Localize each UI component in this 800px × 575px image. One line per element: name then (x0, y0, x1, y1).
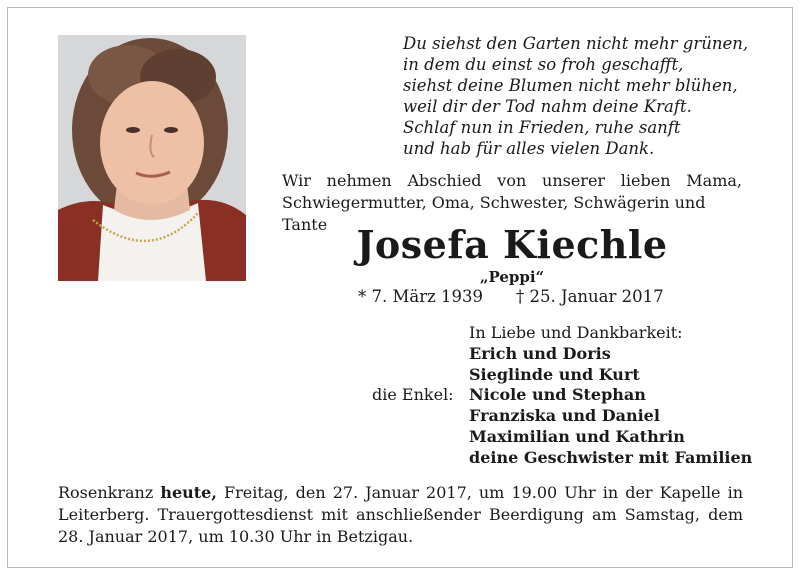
intro-line: Schwiegermutter, Oma, Schwester, Schwägerin und Tante (282, 193, 706, 234)
poem-line: siehst deine Blumen nicht mehr blühen, (403, 76, 738, 95)
poem-line: Schlaf nun in Frieden, ruhe sanft (403, 118, 681, 137)
poem-line: Du siehst den Garten nicht mehr grünen, (403, 34, 749, 53)
mourners-list (469, 323, 752, 469)
mourner-name: Franziska und Daniel (469, 406, 660, 426)
announcement-rest: Freitag, den 27. Januar 2017, um 19.00 Uhr in der Kapelle in (216, 483, 743, 502)
portrait-photo (58, 35, 246, 281)
announcement-prefix: Rosenkranz (58, 483, 161, 502)
birth-date: * 7. März 1939 (358, 287, 484, 306)
deceased-name: Josefa Kiechle (356, 222, 668, 267)
death-date: † 25. Januar 2017 (516, 287, 664, 306)
mourner-name: Sieglinde und Kurt (469, 364, 640, 384)
mourners-heading: In Liebe und Dankbarkeit: (469, 323, 683, 342)
poem-line: in dem du einst so froh geschafft, (403, 55, 684, 74)
life-dates (358, 287, 664, 306)
intro-line: Wir nehmen Abschied von unserer lieben Mama, (282, 171, 742, 190)
announcement-line: Leiterberg. Trauergottesdienst mit anschließender Beerdigung am Samstag, dem (58, 505, 743, 524)
announcement-line: 28. Januar 2017, um 10.30 Uhr in Betzigau. (58, 527, 414, 546)
deceased-nickname: „Peppi“ (479, 268, 545, 286)
mourner-name: Nicole und Stephan (469, 385, 646, 405)
poem-line: weil dir der Tod nahm deine Kraft. (403, 97, 692, 116)
announcement-line (58, 482, 743, 504)
mourner-name: Erich und Doris (469, 343, 611, 363)
poem-line: und hab für alles vielen Dank. (403, 139, 655, 158)
poem (403, 33, 748, 159)
announcement-emphasis: heute, (160, 483, 217, 502)
grandchildren-label: die Enkel: (372, 385, 454, 404)
service-announcement (58, 482, 743, 548)
mourner-name: Maximilian und Kathrin (469, 426, 685, 446)
mourner-name: deine Geschwister mit Familien (469, 447, 753, 467)
